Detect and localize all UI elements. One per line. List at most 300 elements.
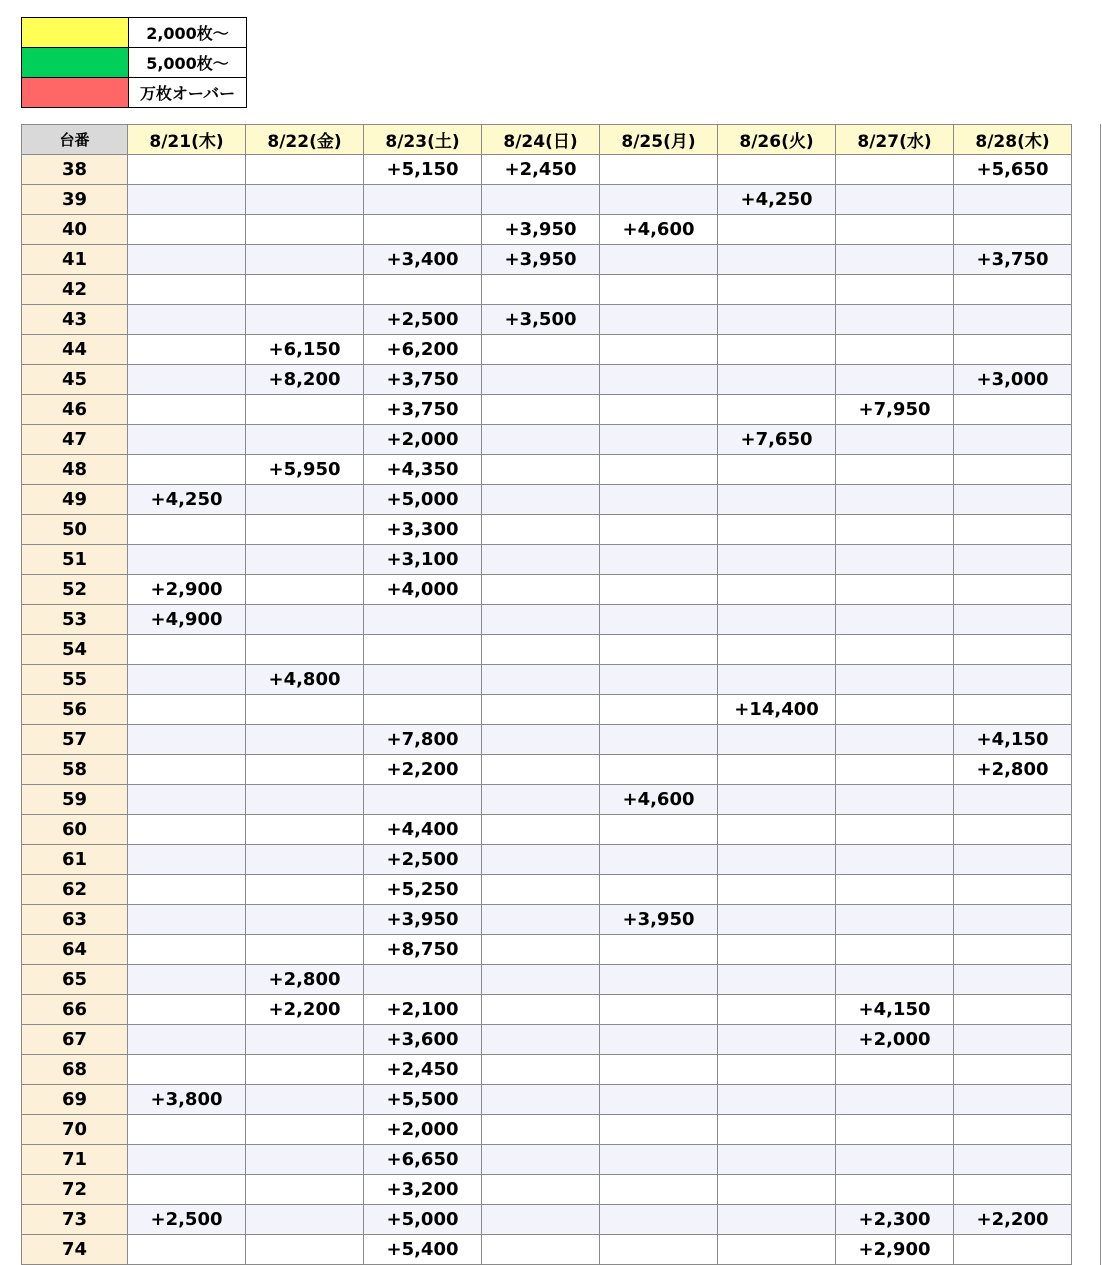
result-cell (718, 785, 836, 815)
result-cell: +2,500 (364, 845, 482, 875)
result-cell (718, 845, 836, 875)
result-cell (128, 1025, 246, 1055)
result-cell (600, 485, 718, 515)
machine-number: 45 (22, 365, 128, 395)
result-cell (482, 1115, 600, 1145)
result-cell (364, 695, 482, 725)
result-cell (246, 1025, 364, 1055)
result-cell (600, 725, 718, 755)
result-cell: +2,200 (246, 995, 364, 1025)
result-cell: +3,950 (482, 215, 600, 245)
result-cell: +3,800 (128, 1085, 246, 1115)
result-cell: +2,500 (364, 305, 482, 335)
result-cell (836, 905, 954, 935)
result-cell (128, 335, 246, 365)
result-cell: +3,300 (364, 515, 482, 545)
table-row (22, 155, 1072, 185)
result-cell (482, 1055, 600, 1085)
result-cell (836, 215, 954, 245)
machine-number: 48 (22, 455, 128, 485)
result-cell: +4,400 (364, 815, 482, 845)
result-cell (954, 515, 1072, 545)
result-cell (954, 665, 1072, 695)
result-cell (954, 425, 1072, 455)
machine-number: 64 (22, 935, 128, 965)
table-row (22, 575, 1072, 605)
legend (21, 17, 247, 108)
table-row (22, 185, 1072, 215)
result-cell: +3,100 (364, 545, 482, 575)
machine-number: 38 (22, 155, 128, 185)
result-cell (128, 845, 246, 875)
result-cell (482, 395, 600, 425)
result-cell (954, 635, 1072, 665)
result-cell (128, 545, 246, 575)
legend-row (22, 48, 247, 78)
table-row (22, 275, 1072, 305)
result-cell: +4,150 (954, 725, 1072, 755)
machine-number: 51 (22, 545, 128, 575)
result-cell (246, 815, 364, 845)
result-cell: +5,400 (364, 1235, 482, 1265)
result-cell (600, 875, 718, 905)
legend-row (22, 18, 247, 48)
machine-number: 60 (22, 815, 128, 845)
result-cell (836, 695, 954, 725)
result-cell (128, 1115, 246, 1145)
date-header: 8/23(土) (364, 125, 482, 155)
result-cell: +3,200 (364, 1175, 482, 1205)
result-cell (600, 185, 718, 215)
result-cell (246, 485, 364, 515)
result-cell (718, 395, 836, 425)
result-cell (246, 185, 364, 215)
result-cell: +6,650 (364, 1145, 482, 1175)
result-cell: +2,200 (364, 755, 482, 785)
result-cell (482, 995, 600, 1025)
machine-number-header: 台番 (22, 125, 128, 155)
table-row (22, 425, 1072, 455)
date-header: 8/26(火) (718, 125, 836, 155)
machine-number: 73 (22, 1205, 128, 1235)
table-row (22, 215, 1072, 245)
result-cell: +4,350 (364, 455, 482, 485)
result-cell (600, 455, 718, 485)
result-cell (482, 275, 600, 305)
result-cell (128, 1235, 246, 1265)
result-cell (482, 575, 600, 605)
result-cell (600, 275, 718, 305)
result-cell (600, 635, 718, 665)
machine-number: 50 (22, 515, 128, 545)
result-cell (836, 815, 954, 845)
result-cell (246, 395, 364, 425)
result-cell (836, 725, 954, 755)
result-cell: +3,500 (482, 305, 600, 335)
result-cell (246, 725, 364, 755)
table-row (22, 905, 1072, 935)
result-cell (954, 1175, 1072, 1205)
result-cell (482, 1205, 600, 1235)
result-cell (600, 1055, 718, 1085)
result-cell (954, 905, 1072, 935)
result-cell (364, 275, 482, 305)
result-cell (954, 605, 1072, 635)
result-cell (718, 1055, 836, 1085)
result-cell: +2,100 (364, 995, 482, 1025)
result-cell: +8,750 (364, 935, 482, 965)
table-row (22, 305, 1072, 335)
result-cell (718, 815, 836, 845)
result-cell (954, 185, 1072, 215)
result-cell: +5,500 (364, 1085, 482, 1115)
result-cell: +2,900 (128, 575, 246, 605)
result-cell: +2,900 (836, 1235, 954, 1265)
result-cell (128, 665, 246, 695)
result-cell (246, 875, 364, 905)
result-cell (482, 1175, 600, 1205)
result-cell (246, 785, 364, 815)
result-cell (954, 455, 1072, 485)
result-cell (128, 365, 246, 395)
result-cell (482, 635, 600, 665)
legend-row (22, 78, 247, 108)
result-cell (600, 1235, 718, 1265)
result-cell (246, 425, 364, 455)
date-header: 8/25(月) (600, 125, 718, 155)
result-cell (600, 1175, 718, 1205)
result-cell (718, 1115, 836, 1145)
table-row (22, 1205, 1072, 1235)
result-cell (718, 485, 836, 515)
result-cell (718, 1145, 836, 1175)
result-cell: +4,000 (364, 575, 482, 605)
table-row (22, 365, 1072, 395)
result-cell: +7,650 (718, 425, 836, 455)
result-cell: +5,650 (954, 155, 1072, 185)
result-cell (246, 1055, 364, 1085)
result-cell (128, 725, 246, 755)
result-cell (482, 695, 600, 725)
result-cell (718, 545, 836, 575)
machine-number: 61 (22, 845, 128, 875)
result-cell (836, 1055, 954, 1085)
result-cell (718, 275, 836, 305)
result-cell (836, 1115, 954, 1145)
result-cell (128, 425, 246, 455)
result-cell (246, 1175, 364, 1205)
result-cell: +7,950 (836, 395, 954, 425)
result-cell (128, 875, 246, 905)
result-cell (128, 305, 246, 335)
result-cell (836, 1175, 954, 1205)
table-row (22, 635, 1072, 665)
result-cell (600, 995, 718, 1025)
result-cell (246, 545, 364, 575)
result-cell: +3,600 (364, 1025, 482, 1055)
result-cell (954, 1055, 1072, 1085)
table-row (22, 725, 1072, 755)
machine-number: 70 (22, 1115, 128, 1145)
result-cell (600, 815, 718, 845)
table-row (22, 665, 1072, 695)
result-cell (954, 695, 1072, 725)
result-cell (246, 695, 364, 725)
table-row (22, 335, 1072, 365)
result-cell (600, 575, 718, 605)
result-cell (836, 635, 954, 665)
machine-number: 39 (22, 185, 128, 215)
result-cell (128, 515, 246, 545)
result-cell: +2,450 (482, 155, 600, 185)
result-cell (246, 935, 364, 965)
result-cell: +5,150 (364, 155, 482, 185)
machine-number: 65 (22, 965, 128, 995)
result-cell (836, 245, 954, 275)
result-cell (836, 425, 954, 455)
result-cell (128, 635, 246, 665)
result-cell (954, 1025, 1072, 1055)
result-cell: +7,800 (364, 725, 482, 755)
result-cell: +4,800 (246, 665, 364, 695)
result-cell (600, 965, 718, 995)
result-cell (482, 185, 600, 215)
result-cell (836, 305, 954, 335)
header-row (22, 125, 1072, 155)
result-cell (836, 1085, 954, 1115)
table-row (22, 1085, 1072, 1115)
result-cell (954, 1115, 1072, 1145)
result-cell: +14,400 (718, 695, 836, 725)
result-cell: +6,200 (364, 335, 482, 365)
result-cell (600, 695, 718, 725)
result-cell (600, 1145, 718, 1175)
result-cell (246, 845, 364, 875)
result-cell (600, 155, 718, 185)
result-cell (954, 935, 1072, 965)
result-cell (128, 695, 246, 725)
result-cell (246, 245, 364, 275)
result-cell: +3,950 (482, 245, 600, 275)
result-cell (718, 755, 836, 785)
machine-number: 54 (22, 635, 128, 665)
result-cell: +4,250 (128, 485, 246, 515)
result-cell: +2,800 (954, 755, 1072, 785)
result-cell: +2,500 (128, 1205, 246, 1235)
result-cell (954, 965, 1072, 995)
table-row (22, 995, 1072, 1025)
result-cell (364, 215, 482, 245)
result-cell (482, 425, 600, 455)
result-cell: +5,250 (364, 875, 482, 905)
result-cell (718, 725, 836, 755)
machine-number: 69 (22, 1085, 128, 1115)
date-header: 8/21(木) (128, 125, 246, 155)
result-cell (482, 605, 600, 635)
result-cell (954, 335, 1072, 365)
result-cell (128, 275, 246, 305)
machine-number: 46 (22, 395, 128, 425)
result-cell: +3,950 (364, 905, 482, 935)
result-cell (482, 1085, 600, 1115)
result-cell (246, 1115, 364, 1145)
result-cell (954, 275, 1072, 305)
result-cell (482, 455, 600, 485)
result-cell (718, 1175, 836, 1205)
result-cell (954, 545, 1072, 575)
result-cell (128, 185, 246, 215)
result-cell: +2,800 (246, 965, 364, 995)
table-row (22, 515, 1072, 545)
result-cell (482, 545, 600, 575)
result-cell (836, 185, 954, 215)
result-cell (600, 515, 718, 545)
result-cell (954, 215, 1072, 245)
result-cell (128, 455, 246, 485)
machine-number: 63 (22, 905, 128, 935)
result-cell: +2,300 (836, 1205, 954, 1235)
result-cell: +3,950 (600, 905, 718, 935)
result-cell (364, 665, 482, 695)
result-cell (600, 755, 718, 785)
machine-number: 71 (22, 1145, 128, 1175)
result-cell (718, 665, 836, 695)
result-cell (482, 335, 600, 365)
machine-number: 55 (22, 665, 128, 695)
result-cell (246, 305, 364, 335)
machine-number: 57 (22, 725, 128, 755)
result-cell (954, 815, 1072, 845)
legend-swatch (22, 48, 129, 78)
result-cell (482, 485, 600, 515)
result-cell (246, 1235, 364, 1265)
table-row (22, 1115, 1072, 1145)
result-cell (954, 875, 1072, 905)
machine-number: 72 (22, 1175, 128, 1205)
legend-swatch (22, 78, 129, 108)
result-cell: +6,150 (246, 335, 364, 365)
result-cell (836, 155, 954, 185)
result-cell (246, 155, 364, 185)
result-cell (718, 995, 836, 1025)
result-cell (718, 305, 836, 335)
result-cell (246, 275, 364, 305)
result-cell (128, 815, 246, 845)
legend-label: 万枚オーバー (129, 78, 247, 108)
result-cell (482, 935, 600, 965)
table-row (22, 605, 1072, 635)
result-cell (954, 995, 1072, 1025)
result-cell (600, 605, 718, 635)
result-cell (246, 755, 364, 785)
result-cell (954, 575, 1072, 605)
table-row (22, 965, 1072, 995)
machine-number: 67 (22, 1025, 128, 1055)
machine-number: 62 (22, 875, 128, 905)
result-cell (954, 1145, 1072, 1175)
result-cell (482, 515, 600, 545)
table-row (22, 545, 1072, 575)
result-cell (600, 545, 718, 575)
result-cell (600, 1085, 718, 1115)
result-cell (600, 1205, 718, 1235)
result-cell (954, 1085, 1072, 1115)
result-cell (482, 965, 600, 995)
table-row (22, 245, 1072, 275)
result-cell (600, 1025, 718, 1055)
result-cell (836, 845, 954, 875)
result-cell (482, 1145, 600, 1175)
result-cell (718, 515, 836, 545)
result-cell (364, 605, 482, 635)
result-cell (836, 485, 954, 515)
result-cell (128, 965, 246, 995)
result-cell: +3,750 (954, 245, 1072, 275)
date-header: 8/24(日) (482, 125, 600, 155)
result-cell (718, 1205, 836, 1235)
result-cell: +5,000 (364, 1205, 482, 1235)
machine-number: 47 (22, 425, 128, 455)
result-cell (718, 935, 836, 965)
result-cell (836, 935, 954, 965)
machine-number: 41 (22, 245, 128, 275)
result-cell (836, 275, 954, 305)
result-cell (718, 575, 836, 605)
result-cell (718, 965, 836, 995)
table-row (22, 1175, 1072, 1205)
result-cell (718, 1085, 836, 1115)
result-cell (246, 215, 364, 245)
legend-label: 2,000枚～ (129, 18, 247, 48)
result-cell (600, 425, 718, 455)
result-cell (600, 1115, 718, 1145)
result-cell: +2,200 (954, 1205, 1072, 1235)
result-cell: +2,000 (364, 1115, 482, 1145)
results-table (21, 124, 1072, 1265)
result-cell (364, 635, 482, 665)
machine-number: 59 (22, 785, 128, 815)
result-cell (836, 665, 954, 695)
result-cell (718, 635, 836, 665)
result-cell (718, 215, 836, 245)
result-cell (600, 665, 718, 695)
result-cell (836, 1145, 954, 1175)
result-cell (836, 545, 954, 575)
result-cell (600, 305, 718, 335)
result-cell (718, 1235, 836, 1265)
table-row (22, 1055, 1072, 1085)
machine-number: 49 (22, 485, 128, 515)
legend-swatch (22, 18, 129, 48)
result-cell (128, 215, 246, 245)
result-cell (836, 365, 954, 395)
machine-number: 40 (22, 215, 128, 245)
result-cell (128, 935, 246, 965)
machine-number: 43 (22, 305, 128, 335)
result-cell (482, 875, 600, 905)
result-cell (246, 1205, 364, 1235)
result-cell (718, 245, 836, 275)
result-cell (482, 755, 600, 785)
result-cell: +4,250 (718, 185, 836, 215)
machine-number: 52 (22, 575, 128, 605)
machine-number: 53 (22, 605, 128, 635)
result-cell (836, 455, 954, 485)
result-cell (600, 845, 718, 875)
result-cell (246, 515, 364, 545)
result-cell (954, 845, 1072, 875)
result-cell (718, 875, 836, 905)
